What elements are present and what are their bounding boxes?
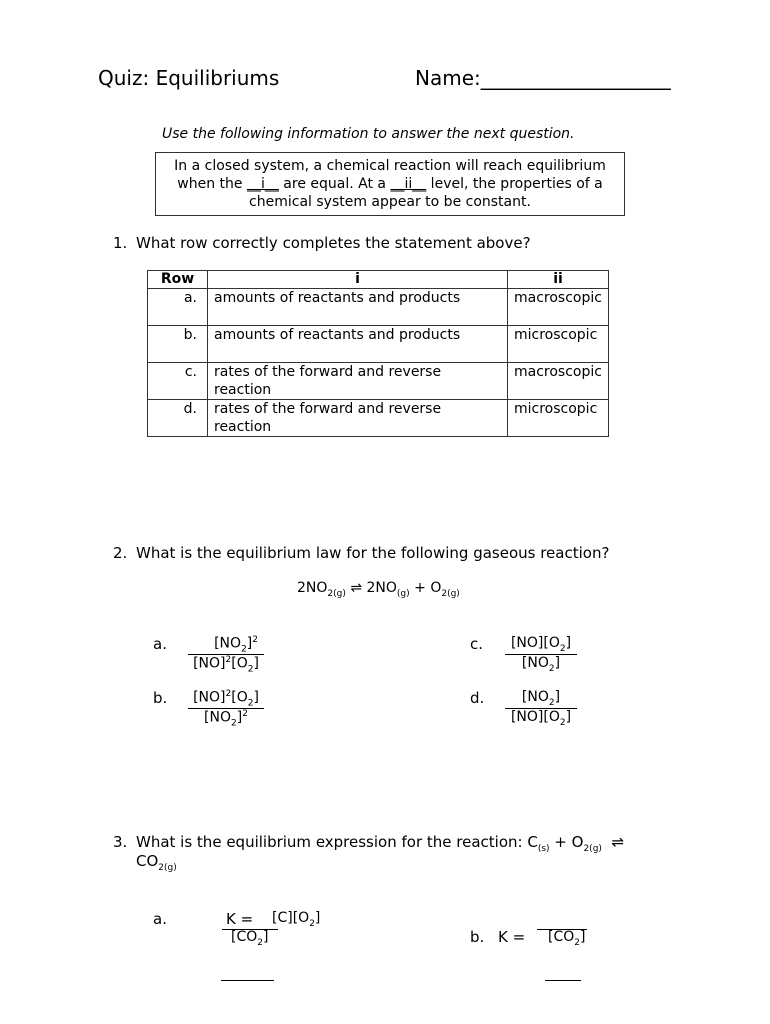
q3-a-num-text: [C][O — [272, 910, 310, 926]
row-ii: macroscopic — [508, 289, 609, 326]
name-blank: ___________________ — [480, 66, 671, 90]
reactant: 2NO — [297, 580, 328, 596]
q3-option-b-k: K = — [498, 928, 526, 946]
q2-option-b-label[interactable]: b. — [153, 689, 168, 707]
q3-number: 3. — [113, 833, 128, 851]
q1-number: 1. — [113, 234, 128, 252]
row-ii: microscopic — [508, 400, 609, 437]
q3-option-a-numerator: $[C][O_2]$ — [272, 910, 321, 929]
header-ii: ii — [508, 271, 609, 289]
table-header-row — [148, 271, 609, 289]
header-i: i — [208, 271, 508, 289]
header-row: Row — [148, 271, 208, 289]
q3-text-line2 — [136, 852, 177, 873]
answer-blank-line — [545, 980, 581, 981]
q3-option-b-denominator: $[CO_2]$ — [548, 929, 586, 948]
q2-option-d-expression: $\frac{[NO_2]}{[NO][O_2]}$ — [505, 689, 577, 728]
q2-option-a-label[interactable]: a. — [153, 635, 167, 653]
q3-text — [136, 833, 624, 854]
product-1: 2NO — [366, 580, 397, 596]
q3-text-1: What is the equilibrium expression for the reaction: C — [136, 833, 538, 851]
q2-option-d-label[interactable]: d. — [470, 689, 485, 707]
row-i: amounts of reactants and products — [208, 326, 508, 363]
product-1-sub: (g) — [396, 588, 410, 599]
q3-option-a-k: K = — [226, 910, 254, 928]
q3-c-sub: (s) — [537, 844, 550, 854]
row-ii: microscopic — [508, 326, 609, 363]
q2-reaction — [297, 580, 460, 599]
q2-number: 2. — [113, 544, 128, 562]
info-text-3: level, the properties of a chemical system appear to be constant. — [249, 176, 603, 210]
row-i: rates of the forward and reverse reaction — [208, 363, 508, 400]
name-field[interactable] — [415, 66, 671, 90]
q2-option-c-label[interactable]: c. — [470, 635, 484, 653]
info-box — [155, 152, 625, 216]
table-row[interactable] — [148, 289, 609, 326]
row-label: d. — [148, 400, 208, 437]
q3-text-2: + O — [549, 833, 584, 851]
q3-option-a-label[interactable]: a. — [153, 910, 167, 928]
info-text-1: In a closed system, a chemical reaction will reach equilibrium when the — [174, 158, 606, 192]
q3-o-sub: 2(g) — [583, 844, 602, 854]
table-row[interactable] — [148, 326, 609, 363]
product-2: O — [430, 580, 442, 596]
q3-option-a-denominator: $[CO_2]$ — [231, 929, 269, 948]
q1-answer-table — [147, 270, 609, 437]
q3-option-b-label[interactable]: b. — [470, 928, 485, 946]
table-row[interactable] — [148, 363, 609, 400]
q3-b-den-text: [CO — [548, 929, 575, 945]
row-label: a. — [148, 289, 208, 326]
q3-product: CO — [136, 852, 159, 870]
blank-i: __i__ — [246, 176, 279, 192]
row-i: amounts of reactants and products — [208, 289, 508, 326]
instruction-text: Use the following information to answer the next question. — [162, 126, 575, 142]
equilibrium-arrow-icon: ⇌ — [350, 580, 363, 596]
row-label: b. — [148, 326, 208, 363]
reactant-sub: 2(g) — [327, 588, 346, 599]
row-i: rates of the forward and reverse reaction — [208, 400, 508, 437]
q3-a-den-text: [CO — [231, 929, 258, 945]
product-2-sub: 2(g) — [441, 588, 460, 599]
name-label: Name: — [415, 66, 481, 90]
q2-option-b-expression: $\frac{[NO]^2[O_2]}{[NO_2]^2}$ — [188, 689, 264, 729]
page-title: Quiz: Equilibriums — [98, 66, 280, 90]
q2-text: What is the equilibrium law for the following gaseous reaction? — [136, 544, 610, 562]
answer-blank-line — [221, 980, 274, 981]
info-text-2: are equal. At a — [278, 176, 391, 192]
row-label: c. — [148, 363, 208, 400]
q2-option-c-expression: $\frac{[NO][O_2]}{[NO_2]}$ — [505, 635, 577, 674]
blank-ii: __ii__ — [390, 176, 427, 192]
q2-option-a-expression: $\frac{[NO_2]^2}{[NO]^2[O_2]}$ — [188, 635, 264, 675]
q3-product-sub: 2(g) — [158, 863, 177, 873]
plus-sign: + — [414, 580, 426, 596]
row-ii: macroscopic — [508, 363, 609, 400]
equilibrium-arrow-icon: ⇌ — [611, 833, 625, 851]
q1-text: What row correctly completes the statement above? — [136, 234, 531, 252]
table-row[interactable] — [148, 400, 609, 437]
